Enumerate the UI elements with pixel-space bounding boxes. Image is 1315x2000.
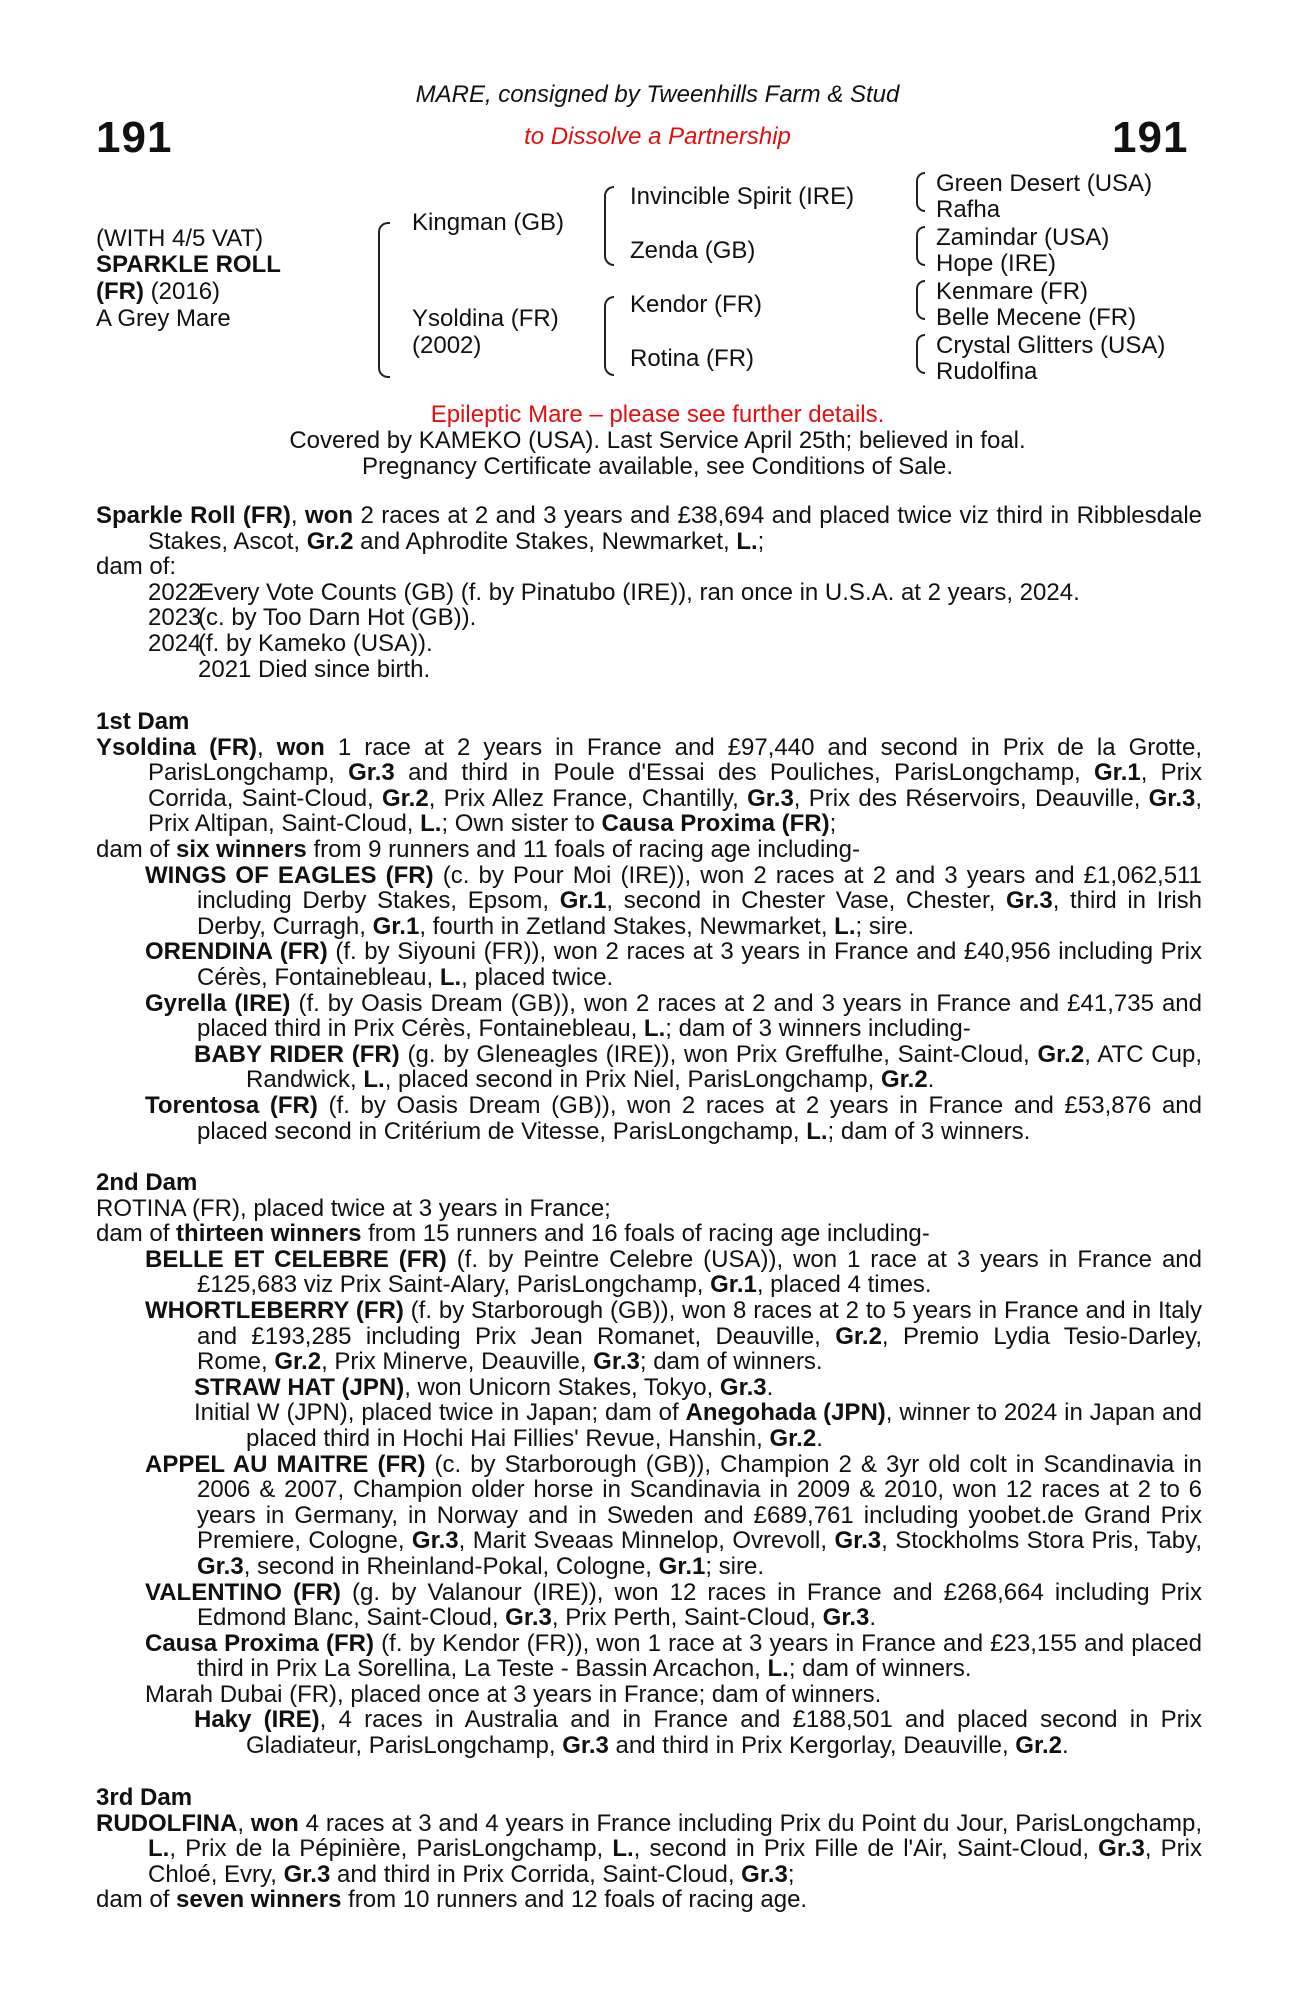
bold-run: L. [439, 963, 462, 991]
bold-run: Gr.1 [658, 1552, 706, 1580]
foal-text: (f. by Kameko (USA)). [198, 629, 433, 657]
text-run: , fourth in Zetland Stakes, Newmarket, [419, 912, 835, 940]
text-run: , [290, 502, 306, 529]
text-run: , Prix Minerve, Deauville, [321, 1348, 594, 1376]
bold-run: Gr.1 [710, 1271, 757, 1299]
bold-run: won [305, 502, 354, 529]
bold-run: L. [420, 810, 442, 838]
foal-year [96, 657, 198, 683]
bold-run: Gr.2 [274, 1348, 322, 1376]
horse-name: SPARKLE ROLL [96, 251, 281, 278]
bold-run: L. [834, 912, 856, 940]
pedigree-brace-ss [916, 172, 925, 212]
text-run: ; dam of winners. [639, 1348, 823, 1376]
bold-run: Causa Proxima (FR) [145, 1629, 375, 1657]
text-run: 2 races at 2 and 3 years and £38,694 and placed twice viz third in Ribblesdale Stakes, Ascot, [148, 502, 1203, 555]
text-run: dam of [96, 1220, 177, 1248]
second-dam-entry [96, 1400, 1202, 1451]
bold-run: L. [806, 1117, 828, 1145]
bold-run: Gr.3 [411, 1527, 459, 1555]
text-run: and third in Poule d'Essai des Pouliches, ParisLongchamp, [394, 759, 1095, 787]
bold-run: Gr.3 [562, 1732, 609, 1760]
text-run: , winner to 2024 in Japan and placed third in Hochi Hai Fillies' Revue, Hanshin, [246, 1399, 1203, 1452]
foal-text: Every Vote Counts (GB) (f. by Pinatubo (IRE)), ran once in U.S.A. at 2 years, 2024. [198, 578, 1080, 606]
bold-run: Gr.2 [835, 1322, 882, 1350]
dissolve-line: to Dissolve a Partnership [524, 123, 791, 150]
second-dam-section [96, 1170, 1202, 1759]
vat-note: (WITH 4/5 VAT) [96, 225, 264, 252]
text-run: ; [787, 1860, 795, 1888]
text-run: and third in Prix Kergorlay, Deauville, [608, 1732, 1016, 1760]
horse-country-year [96, 279, 220, 305]
text-run: , Prix de la Pépinière, ParisLongchamp, [169, 1835, 613, 1863]
text-run: , won Unicorn Stakes, Tokyo, [404, 1373, 720, 1401]
pedigree-sdd: Hope (IRE) [936, 250, 1057, 277]
text-run: and Aphrodite Stakes, Newmarket, [353, 527, 737, 555]
consignor-line: MARE, consigned by Tweenhills Farm & Stud [415, 81, 900, 108]
text-run: , second in Prix Fille de l'Air, Saint-Cloud, [633, 1835, 1099, 1863]
first-dam-entry [96, 1093, 1202, 1144]
first-dam-entry [96, 991, 1202, 1042]
horse-description: A Grey Mare [96, 305, 231, 332]
pedigree-sds: Zamindar (USA) [936, 224, 1110, 251]
text-run: 4 races at 3 and 4 years in France including Prix du Point du Jour, ParisLongchamp, [298, 1809, 1202, 1837]
bold-run: BELLE ET CELEBRE (FR) [145, 1245, 447, 1273]
text-run: from 15 runners and 16 foals of racing age including- [361, 1220, 930, 1248]
text-run: (f. by Peintre Celebre (USA)), won 1 race at 3 years in France and £125,683 viz Prix Saint-Alary, ParisLongchamp, [197, 1245, 1202, 1299]
text-run: ; sire. [705, 1552, 765, 1580]
text-run: dam of [96, 1886, 177, 1914]
bold-run: won [250, 1809, 299, 1837]
third-dam-body [96, 1811, 1202, 1913]
foal-row [96, 605, 1202, 631]
text-run: , placed twice. [461, 963, 614, 991]
text-run: , 4 races in Australia and in France and £188,501 and placed second in Prix Gladiateur, ParisLongchamp, [246, 1706, 1202, 1760]
text-run: , second in Rheinland-Pokal, Cologne, [243, 1552, 659, 1580]
pedigree-dds: Crystal Glitters (USA) [936, 332, 1166, 359]
bold-run: Gr.3 [1006, 887, 1053, 915]
produce-dam-of: dam of: [96, 553, 177, 581]
foal-row [96, 631, 1202, 657]
second-dam-entry [96, 1196, 1202, 1222]
text-run: , Prix des Réservoirs, Deauville, [793, 784, 1149, 812]
text-run: , second in Chester Vase, Chester, [606, 887, 1006, 915]
bold-run: APPEL AU MAITRE (FR) [145, 1450, 426, 1478]
lot-number-left: 191 [96, 113, 173, 162]
second-dam-entry [96, 1221, 1202, 1247]
text-run: (c. by Starborough (GB)), Champion 2 & 3yr old colt in Scandinavia in 2006 & 2007, Champion older horse in Scandinavia in 2009 & 2010, won 12 races at 2 to 6 years in Germany, in Norway and in Sweden and £689,761 including yoobet.de Grand Prix Premiere, Cologne, [197, 1450, 1203, 1555]
second-dam-entry [96, 1452, 1202, 1580]
bold-run: L. [612, 1835, 634, 1863]
pedigree-dam-sire: Kendor (FR) [630, 291, 763, 318]
text-run: , Stockholms Stora Pris, Taby, [881, 1527, 1202, 1555]
second-dam-entry [96, 1298, 1202, 1375]
text-run: and third in Prix Corrida, Saint-Cloud, [330, 1860, 742, 1888]
bold-run: Gr.3 [741, 1860, 788, 1888]
text-run: (f. by Oasis Dream (GB)), won 2 races at 2 and 3 years in France and £41,735 and placed third in Prix Cérès, Fontainebleau, [197, 989, 1203, 1043]
bold-run: seven winners [176, 1886, 342, 1914]
foal-year: 2022 [148, 578, 202, 606]
pedigree-dsd: Belle Mecene (FR) [936, 304, 1137, 331]
first-dam-entry [96, 735, 1202, 837]
text-run: 1 race at 2 years in France and £97,440 and second in Prix de la Grotte, ParisLongchamp, [148, 733, 1202, 787]
horse-country: (FR) [96, 278, 144, 305]
first-dam-heading: 1st Dam [96, 708, 190, 735]
bold-run: Gr.3 [747, 784, 794, 812]
bold-run: Gr.2 [306, 527, 354, 555]
bold-run: L. [148, 1835, 170, 1863]
text-run: (f. by Kendor (FR)), won 1 race at 3 years in France and £23,155 and placed third in Prix La Sorellina, La Teste - Bassin Arcachon, [197, 1629, 1202, 1683]
foal-text: 2021 Died since birth. [198, 655, 431, 683]
bold-run: six winners [176, 835, 307, 863]
bold-run: Gr.2 [769, 1424, 817, 1452]
bold-run: thirteen winners [176, 1220, 362, 1248]
first-dam-entry [96, 863, 1202, 940]
third-dam-entry [96, 1887, 1202, 1913]
epileptic-warning: Epileptic Mare – please see further details. [430, 401, 885, 428]
bold-run: Gr.3 [1098, 1835, 1145, 1863]
text-run: ; [757, 527, 765, 555]
pedigree-ddd: Rudolfina [936, 358, 1038, 385]
second-dam-body [96, 1196, 1202, 1759]
bold-run: Gr.2 [382, 784, 429, 812]
bold-run: Sparkle Roll (FR) [96, 502, 291, 529]
produce-section [96, 503, 1202, 682]
second-dam-entry [96, 1631, 1202, 1682]
text-run: . [816, 1424, 823, 1452]
text-run: , ATC Cup, Randwick, [246, 1040, 1202, 1094]
text-run: . [1062, 1732, 1069, 1760]
pedigree-brace-sd [916, 226, 925, 266]
bold-run: L. [767, 1655, 789, 1683]
produce-intro [96, 503, 1202, 554]
text-run: , Prix Allez France, Chantilly, [428, 784, 748, 812]
lot-number-right: 191 [1112, 113, 1189, 162]
text-run: , Prix Altipan, Saint-Cloud, [148, 784, 1203, 838]
text-run: , Prix Chloé, Evry, [148, 1835, 1202, 1888]
pedigree-brace-dd [916, 334, 925, 374]
produce-foals [96, 580, 1202, 682]
bold-run: Gr.3 [593, 1348, 640, 1376]
bold-run: L. [643, 1015, 666, 1043]
text-run: dam of [96, 835, 177, 863]
first-dam-entry [96, 837, 1202, 863]
second-dam-entry [96, 1707, 1202, 1758]
pedigree-brace-main [378, 222, 390, 378]
certificate-note: Pregnancy Certificate available, see Conditions of Sale. [362, 453, 953, 480]
text-run: , [257, 733, 277, 761]
text-run: ; [829, 810, 837, 838]
bold-run: WHORTLEBERRY (FR) [145, 1296, 404, 1324]
bold-run: L. [736, 527, 758, 555]
bold-run: L. [363, 1066, 385, 1094]
bold-run: won [276, 733, 325, 761]
pedigree-dam-dam: Rotina (FR) [630, 345, 755, 372]
bold-run: RUDOLFINA [96, 1809, 238, 1837]
text-run: Marah Dubai (FR), placed once at 3 years in France; dam of winners. [145, 1680, 882, 1708]
bold-run: Gyrella (IRE) [145, 989, 291, 1017]
bold-run: Gr.3 [283, 1860, 331, 1888]
bold-run: ORENDINA (FR) [145, 938, 328, 966]
first-dam-body [96, 735, 1202, 1145]
foal-row [96, 657, 1202, 683]
text-run: (c. by Pour Moi (IRE)), won 2 races at 2 and 3 years and £1,062,511 including Derby Stakes, Epsom, [197, 861, 1202, 915]
foal-year: 2023 [148, 604, 202, 632]
text-run: . [766, 1373, 774, 1401]
bold-run: Ysoldina (FR) [96, 733, 258, 761]
bold-run: Gr.1 [372, 912, 420, 940]
text-run: from 9 runners and 11 foals of racing age including- [306, 835, 860, 863]
foal-text: (c. by Too Darn Hot (GB)). [198, 604, 477, 632]
bold-run: Gr.3 [834, 1527, 882, 1555]
text-run: . [927, 1066, 935, 1094]
text-run: ; dam of 3 winners. [827, 1117, 1031, 1145]
text-run: , placed second in Prix Niel, ParisLongchamp, [384, 1066, 881, 1094]
pedigree-brace-dam [604, 296, 614, 376]
text-run: , Prix Corrida, Saint-Cloud, [148, 759, 1203, 812]
bold-run: Torentosa (FR) [145, 1091, 318, 1119]
bold-run: Haky (IRE) [194, 1706, 320, 1734]
second-dam-entry [96, 1580, 1202, 1631]
text-run: ; dam of winners. [788, 1655, 972, 1683]
bold-run: Gr.3 [1148, 784, 1196, 812]
bold-run: Gr.1 [559, 887, 607, 915]
bold-run: Anegohada (JPN) [685, 1399, 886, 1427]
text-run: , placed 4 times. [756, 1271, 932, 1299]
foal-row [96, 580, 1202, 606]
pedigree-dss: Kenmare (FR) [936, 278, 1089, 305]
bold-run: Gr.2 [1037, 1040, 1085, 1068]
pedigree-ssd: Rafha [936, 196, 1001, 223]
text-run: , Marit Sveaas Minnelop, Ovrevoll, [458, 1527, 835, 1555]
pedigree-sire-dam: Zenda (GB) [630, 237, 756, 264]
pedigree-brace-ds [916, 280, 925, 320]
text-run: Initial W (JPN), placed twice in Japan; dam of [194, 1399, 686, 1427]
text-run: , [237, 1809, 251, 1837]
first-dam-entry [96, 1042, 1202, 1093]
bold-run: Gr.3 [505, 1604, 552, 1632]
bold-run: WINGS OF EAGLES (FR) [145, 861, 434, 889]
text-run: ; dam of 3 winners including- [665, 1015, 971, 1043]
text-run: , Prix Perth, Saint-Cloud, [551, 1604, 823, 1632]
text-run: ROTINA (FR), placed twice at 3 years in France; [96, 1194, 611, 1222]
text-run: (f. by Oasis Dream (GB)), won 2 races at 2 years in France and £53,876 and placed second in Critérium de Vitesse, ParisLongchamp, [197, 1091, 1202, 1145]
bold-run: Gr.2 [880, 1066, 928, 1094]
text-run: (f. by Siyouni (FR)), won 2 races at 3 years in France and £40,956 including Prix Cérès, Fontainebleau, [197, 938, 1202, 991]
text-run: (g. by Gleneagles (IRE)), won Prix Greffulhe, Saint-Cloud, [399, 1040, 1038, 1068]
bold-run: Gr.1 [1094, 759, 1141, 787]
text-run: , third in Irish Derby, Curragh, [197, 887, 1202, 940]
bold-run: BABY RIDER (FR) [194, 1040, 400, 1068]
bold-run: Gr.3 [197, 1552, 244, 1580]
bold-run: Gr.2 [1015, 1732, 1062, 1760]
text-run: , Premio Lydia Tesio-Darley, Rome, [197, 1322, 1202, 1376]
bold-run: STRAW HAT (JPN) [194, 1373, 405, 1401]
bold-run: Gr.3 [822, 1604, 870, 1632]
bold-run: Gr.3 [719, 1373, 767, 1401]
bold-run: Gr.3 [348, 759, 395, 787]
covered-note: Covered by KAMEKO (USA). Last Service April 25th; believed in foal. [289, 427, 1026, 454]
text-run: ; Own sister to [441, 810, 602, 838]
text-run: . [869, 1604, 877, 1632]
third-dam-section [96, 1785, 1202, 1913]
text-run: (f. by Starborough (GB)), won 8 races at 2 to 5 years in France and in Italy and £193,285 including Prix Jean Romanet, Deauville, [197, 1296, 1202, 1350]
text-run: from 10 runners and 12 foals of racing age. [341, 1886, 808, 1914]
first-dam-section [96, 709, 1202, 1144]
second-dam-heading: 2nd Dam [96, 1169, 198, 1196]
third-dam-heading: 3rd Dam [96, 1784, 193, 1811]
text-run: ; sire. [855, 912, 915, 940]
bold-run: VALENTINO (FR) [145, 1578, 341, 1606]
pedigree-sss: Green Desert (USA) [936, 170, 1153, 197]
pedigree-sire-sire: Invincible Spirit (IRE) [630, 183, 855, 210]
foal-year: 2024 [148, 629, 202, 657]
bold-run: Causa Proxima (FR) [601, 810, 830, 838]
second-dam-entry [96, 1247, 1202, 1298]
pedigree-sire: Kingman (GB) [412, 209, 565, 236]
first-dam-entry [96, 939, 1202, 990]
second-dam-entry [96, 1375, 1202, 1401]
pedigree-dam-year: (2002) [412, 332, 482, 359]
second-dam-entry [96, 1682, 1202, 1708]
third-dam-entry [96, 1811, 1202, 1888]
pedigree-brace-sire [604, 186, 614, 266]
text-run: (g. by Valanour (IRE)), won 12 races in France and £268,664 including Prix Edmond Blanc, Saint-Cloud, [197, 1578, 1203, 1632]
pedigree-dam: Ysoldina (FR) [412, 305, 559, 332]
horse-year: (2016) [143, 278, 221, 305]
